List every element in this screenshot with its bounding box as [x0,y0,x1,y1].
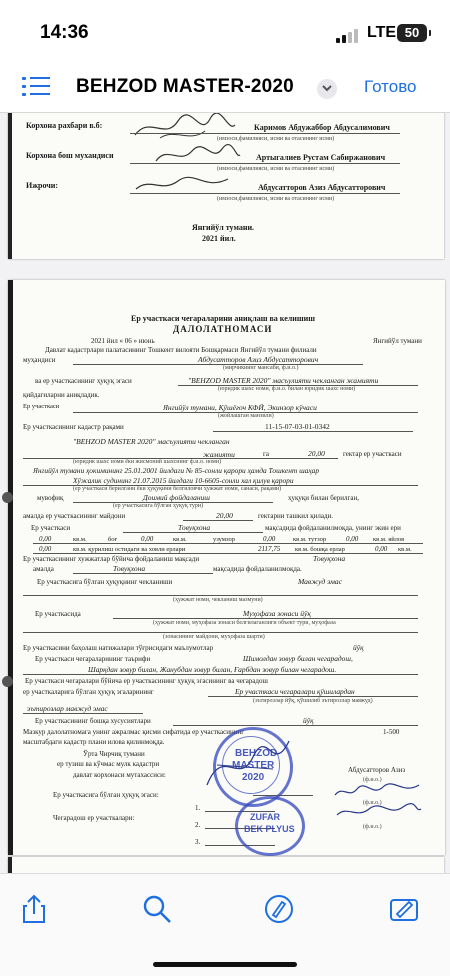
head-name: Каримов Абдужаббор Абдусалимович [254,123,390,132]
edit-icon[interactable] [387,892,421,926]
fact-suffix: мақсадида фойдаланилмоқда. [213,565,302,573]
company-line: "BEHZOD MASTER 2020" масъулияти чекланган [73,437,230,446]
neighbor-2: 2. [195,821,201,829]
stamp-text-5: BEK PLYUS [244,824,295,834]
scale-line-1: Мазкур далолатномага унинг ажралмас қисми сифатида ер участкасининг [23,728,245,736]
zone-caption: (ҳужжат номи, муҳофаза зонаси белгилаганлиги объект тури, муҳофаза [153,620,336,626]
agreement-prefix: ер участкаларига бўлган ҳуқуқ эгаларининг [23,688,154,696]
executor-label: Ижрочи: [26,181,59,190]
network-type: LTE [367,24,397,41]
other-value: йўқ [303,716,314,725]
area-row-value: 20,00 [216,511,233,520]
basis-value: Доимий фойдаланиш [143,493,210,502]
org-line-1: Ўрта Чирчиқ тумани [83,750,145,758]
battery-icon: 50 [397,24,427,42]
executor-name: Абдусатторов Азиз Абдусатторович [258,183,386,192]
home-indicator [153,962,297,967]
basis-suffix: ҳуқуқи билан берилган, [288,494,359,502]
list-icon[interactable] [22,74,50,98]
act-line-1: Давлат кадастрлари палатасининг Тошкент вилояти Бошқармаси Янгийўл тумани филиали [45,346,317,354]
signal-icon [336,27,362,43]
engineer-name: Абдусатторов Азиз Абдусатторович [198,355,319,364]
r2-l2: кв.м. бошқа ерлар [295,546,345,553]
head-label: Корхона рахбари в.б: [26,121,103,130]
use-value: Товуқхона [178,523,211,532]
purpose-value: Товуқхона [313,554,346,563]
other-label: Ер участкасининг бошқа хусусиятлари [35,717,151,725]
agreement-value: Ер участкаси чегаралари қўшилардан [235,687,355,696]
encumbrance-prefix: Ер участкасига бўлган ҳуқуқнинг чекланиши [37,578,173,586]
address-caption: (жойлашган манзили) [218,413,274,419]
use-suffix: мақсадида фойдаланилмоқда, унинг экин ери [265,524,401,532]
description-1: Шимолдан зовур билан чегарадош, [243,654,353,663]
share-icon[interactable] [17,892,51,926]
zone-caption-2: (зонасининг майдони, муҳофаза шарти) [163,634,265,640]
ga-prefix: га [263,450,269,458]
r1-l4: узумзор [213,536,235,543]
encumbrance-value: Мавжуд эмас [298,577,342,586]
presence-text: қийдагиларни аниқладик. [23,391,100,399]
status-bar [0,0,450,62]
evaluation-label: Ер участкасини баҳолаш натижалари тўғрисидаги маълумотлар [23,644,214,652]
org-line-2: ер тузиш ва кўчмас мулк кадастри [57,760,160,768]
search-icon[interactable] [140,892,174,926]
r2-v1: 0,00 [39,545,52,553]
fact-value: Товуқхона [113,564,146,573]
plot-address: Янгийўл тумани, Қўшёғоч КФЙ, Экинзор кўчаси [163,403,317,412]
neighbor-3: 3. [195,838,201,846]
act-heading: Ер участкаси чегараларини аниқлаш ва келишиш [131,314,315,323]
stamp-text-3: 2020 [242,772,265,783]
punch-hole [2,676,13,687]
pdf-page-1 [8,113,444,259]
document-viewer[interactable] [0,113,450,873]
org-person: Абдусатторов Азиз [348,766,406,774]
objection-text: эътирозлар мавжуд эмас [27,704,108,713]
r2-l3: кв.м. [398,546,412,553]
holder-caption: (юридик шахс номи, ф.и.о. билан юридик шахс номи) [218,386,356,392]
engineer-name: Артыгалиев Рустам Сабиржанович [256,153,386,162]
holder-sign-label: Ер участкасига бўлган ҳуқуқ эгаси: [53,791,159,799]
basis-prefix: мувофиқ [37,494,64,502]
cadastre-label: Ер участкасининг кадастр рақами [23,423,124,431]
engineer-prefix: муҳандиси [23,356,56,364]
act-place: Янгийўл тумани [373,337,422,345]
fio-caption-2: (ф.и.о.) [363,800,382,806]
r2-v3: 0,00 [375,545,388,553]
engineer-label: Корхона бош мухандиси [26,151,114,160]
zone-value: Муҳофаза зонаси йўқ [243,609,311,618]
stamp-text-2: MASTER [232,760,275,771]
pdf-page-2 [8,280,445,855]
act-title: ДАЛОЛАТНОМАСИ [173,324,273,334]
decree-line-1: Янгийўл тумани ҳокимининг 25.01.2001 йилдаги № 85-сонли қарори ҳамда Тошкент шаҳар [33,466,320,475]
area-ha: 20,00 [308,449,325,458]
area-row-prefix: амалда ер участкасининг майдони [23,512,126,520]
description-2: Шарқдан зовур билан, Жанубдан зовур билан, Ғарбдан зовур билан чегарадош. [88,665,337,674]
chevron-down-icon[interactable] [317,79,337,99]
r1-v2: 0,00 [141,535,154,543]
decree-line-2: Хўжалик судининг 21.07.2015 йилдаги 10-6605-сонли хал қилув қарори [73,476,294,485]
pdf-page-3 [8,857,444,873]
area-suffix: гектар ер участкаси [343,450,402,458]
org-line-3: давлат корхонаси мутахассиси: [73,771,166,779]
decree-caption: (ер участкаси берилгани ёки ҳуқуқини белгиловчи ҳужжат номи, санаси, рақами) [73,486,282,492]
signature-executor [132,171,232,195]
r1-l3: кв.м. [173,536,187,543]
r1-v4: 0,00 [346,535,359,543]
markup-icon[interactable] [262,892,296,926]
holder-prefix: ва ер участкасининг ҳуқуқ эгаси [35,377,132,385]
r1-l6: кв.м. яйлов [373,536,405,543]
description-label: Ер участкаси чегараларининг таърифи [35,655,151,663]
navigation-bar [0,62,450,113]
purpose-prefix: Ер участкасининг хужжатлар бўйича фойдаланиш мақсади [23,555,200,563]
area-row-suffix: гектарни ташкил қилади. [258,512,334,520]
document-title[interactable]: BEHZOD MASTER-2020 [76,76,294,97]
bottom-toolbar [0,873,450,976]
cadastre-number: 11-15-07-03-01-0342 [265,422,330,431]
r1-l5: кв.м. тутзор [293,536,327,543]
neighbor-1: 1. [195,804,201,812]
done-button[interactable]: Готово [364,77,417,96]
scale-value: 1-500 [383,728,400,736]
stamp-text-4: ZUFAR [250,812,280,822]
use-prefix: Ер участкаси [31,524,71,532]
stamp-text-1: BEHZOD [235,748,278,759]
scale-line-2: масштабдаги кадастр плани илова қилинмоқда. [23,738,165,746]
act-date: 2021 йил « 06 » июнь [91,337,155,345]
signature-over-stamp [203,735,293,795]
status-time: 14:36 [40,22,89,43]
executor-caption: (имзоси,фамилияси, исми ва отасининг исми) [217,196,335,202]
r1-l1: кв.м. [73,536,87,543]
r2-v2: 2117,75 [258,545,281,553]
plot-label: Ер участкаси [23,403,60,410]
basis-caption: (ер участкасига бўлган ҳуқуқ тури) [113,503,204,509]
holder-name: "BEHZOD MASTER 2020" масъулияти чекланган жамияти [188,376,379,385]
company-stamp-zufar [235,796,305,856]
fio-caption-3: (ф.и.о.) [363,824,382,830]
encumbrance-caption: (ҳужжат номи, чекланиш мазмуни) [173,597,263,603]
engineer-caption: (мирчикиинг мансаби, ф.и.о.) [223,365,299,371]
r1-v3: 0,00 [263,535,276,543]
evaluation-value: йўқ [353,643,364,652]
r1-l2: боғ [108,536,118,543]
zone-prefix: Ер участкасида [35,610,81,618]
district: Янгийўл тумани. [192,223,255,232]
head-caption: (имзоси,фамилияси, исми ва отасининг исми) [217,136,335,142]
punch-hole [2,492,13,503]
fio-caption-1: (ф.и.о.) [363,777,382,783]
company-line-2: жамияти [203,450,235,459]
neighbors-label: Чегарадош ер участкалари: [53,814,135,822]
agreement-caption: (эътирозлар йўқ, қўшилиб эътирозлар мавжуд) [253,698,373,704]
company-caption: (юридик шахс номи ёки жисмоний шахснинг ф.и.о. номи) [73,459,222,465]
engineer-caption: (имзоси,фамилияси, исми ва отасининг исми) [217,166,335,172]
agreement-label: Ер участкаси чегаралари бўйича ер участкасининг ҳуқуқ эгасининг ва чегарадош [25,677,268,685]
year: 2021 йил. [202,234,236,243]
r2-l1: кв.м. қурилиш остидаги ва ховли ерлари [73,546,186,553]
fact-prefix: амалда [33,565,54,573]
r1-v1: 0,00 [39,535,52,543]
